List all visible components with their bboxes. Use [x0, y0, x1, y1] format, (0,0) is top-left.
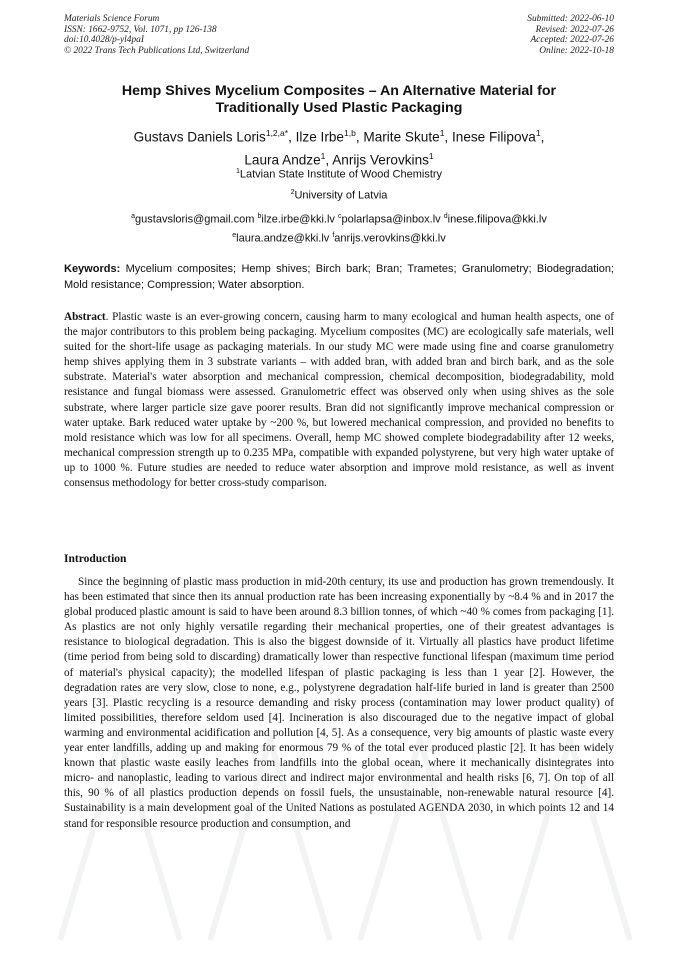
affiliation-2	[60, 189, 618, 202]
author-affil-sup: 1	[439, 128, 445, 138]
author-separator: ,	[355, 129, 364, 145]
author-affil-sup: 1	[320, 151, 326, 162]
author-list	[60, 124, 618, 170]
abstract-label: Abstract	[64, 311, 106, 323]
email-sup: d	[443, 213, 448, 220]
affiliation-text: University of Latvia	[294, 189, 388, 202]
submitted-date: Submitted: 2022-06-10	[527, 14, 614, 24]
paper-title	[80, 83, 598, 117]
revised-date: Revised: 2022-07-26	[535, 24, 614, 35]
author-separator: ,	[325, 152, 333, 168]
email-link[interactable]: inese.filipova@kki.lv	[447, 213, 547, 226]
introduction-paragraph: Since the beginning of plastic mass production in mid-20th century, its use and production has grown tremendously. It has been estimated that since then its annual production rate has been increasing exponentially by ~8.4 % and in 2017 the global produced plastic amount is said to have been around 8.3 billion tonnes, of which ~40 % comes from packaging [1]. As plastics are not only highly versatile regarding their mechanical properties, one of their greatest advantages is resistance to biological degradation. This is also the biggest downside of it. Virtually all plastics have product lifetime (time period from being sold to discarding) dramatically lower than respective functional lifespan (maximum time period of material's physical capacity); the modelled lifespan of plastic packaging is less than 1 year [2]. However, the degradation rates are very slow, close to none, e.g., polystyrene degradation half-life buried in land is greater than 2500 years [3]. Plastic recycling is a resource demanding and risky process (contamination may lower product quality) of limited possibilities, therefore seldom used [4]. Incineration is also discouraged due to the negative impact of global warming and environmental acidification and pollution [4, 5]. As a consequence, very big amounts of plastic waste every year enter landfills, adding up and making for enormous 79 % of the total ever produced plastic [2]. It has been widely known that plastic waste easily leaches from landfills into the global ocean, where it mechanically disintegrates into micro- and nanoplastic, leading to various direct and indirect major environmental and health risks [6, 7]. On top of all this, 90 % of all plastics production depends on fossil fuels, the unsustainable, non-renewable natural resource [4]. Sustainability is a main development goal of the United Nations as postulated AGENDA 2030, in which points 12 and 14 stand for responsible resource production and consumption, and	[64, 576, 614, 830]
email-link[interactable]: polarlapsa@inbox.lv	[341, 213, 441, 226]
author-line-1	[60, 124, 618, 147]
issn: ISSN: 1662-9752, Vol. 1071, pp 126-138	[64, 24, 217, 35]
title-line-1: Hemp Shives Mycelium Composites – An Alternative Material for	[121, 83, 557, 99]
email-sup: f	[332, 232, 335, 240]
introduction-heading: Introduction	[64, 553, 127, 565]
author-separator: ,	[444, 129, 452, 145]
title-line-2: Traditionally Used Plastic Packaging	[215, 100, 463, 116]
affiliation-1	[60, 168, 618, 181]
author-name: Inese Filipova	[451, 129, 536, 145]
author-name: Anrijs Verovkins	[332, 152, 429, 168]
author-emails	[60, 209, 618, 247]
copyright: © 2022 Trans Tech Publications Ltd, Switzerland	[64, 45, 250, 56]
email-line-2	[60, 228, 618, 247]
affiliation-sup: 2	[290, 189, 295, 196]
keywords	[64, 262, 614, 293]
affiliation-sup: 1	[235, 168, 240, 175]
email-line-1	[60, 209, 618, 228]
author-affil-sup: 1,2,a*	[265, 128, 289, 138]
email-link[interactable]: gustavsloris@gmail.com	[135, 213, 255, 226]
journal-name: Materials Science Forum	[64, 14, 160, 24]
author-line-2	[60, 147, 618, 170]
doi[interactable]: doi:10.4028/p-yl4paI	[64, 35, 144, 46]
email-sup: a	[131, 213, 136, 220]
keywords-label: Keywords:	[64, 263, 121, 275]
abstract-text: . Plastic waste is an ever-growing concern, causing harm to many ecological and human health aspects, one of the major contributors to this problem being packaging. Mycelium composites (MC) are ecologically safe materials, well suited for the short-life usage as packaging materials. In our study MC were made using fine and coarse granulometry hemp shives applying them in 3 substrate variants – with added bran, with added bran and birch bark, and as the sole substrate. Material's water absorption and mechanical compression, chemical decomposition, biodegradability, mold resistance and fungal biomass were assessed. Granulometric effect was observed only when using shives as the sole substrate, where larger particle size gave poorer results. Bran did not significantly improve mechanical compression or water uptake. Bark reduced water uptake by ~200 %, but lowered mechanical compression, and provided no benefits to mold resistance which was low for all specimens. Overall, hemp MC showed complete biodegradability after 12 weeks, mechanical compression strength up to 0.235 MPa, compatible with expanded polystyrene, but very high water uptake of up to 1000 %. Future studies are needed to reduce water absorption and improve mold resistance, as well as invent consensus methodology for better cross-study comparison.	[64, 311, 614, 490]
accepted-date: Accepted: 2022-07-26	[530, 35, 614, 46]
author-affil-sup: 1	[535, 128, 541, 138]
header-left	[64, 14, 249, 56]
email-sup: b	[257, 213, 262, 220]
email-link[interactable]: ilze.irbe@kki.lv	[261, 213, 335, 226]
header-right	[527, 14, 614, 56]
author-name: Marite Skute	[363, 129, 440, 145]
keywords-text: Mycelium composites; Hemp shives; Birch bark; Bran; Trametes; Granulometry; Biodegradation; Mold resistance; Compression; Water absorption.	[64, 263, 614, 291]
author-separator: ,	[288, 129, 296, 145]
author-affil-sup: 1,b	[343, 128, 356, 138]
author-affil-sup: 1	[428, 151, 434, 162]
email-link[interactable]: anrijs.verovkins@kki.lv	[334, 232, 446, 245]
author-name: Ilze Irbe	[295, 129, 344, 145]
journal-header	[64, 14, 614, 56]
affiliation-text: Latvian State Institute of Wood Chemistry	[239, 168, 443, 181]
author-separator: ,	[540, 129, 545, 145]
author-name: Gustavs Daniels Loris	[133, 129, 266, 145]
author-name: Laura Andze	[244, 152, 321, 168]
email-sup: e	[232, 232, 237, 240]
online-date: Online: 2022-10-18	[539, 45, 614, 56]
email-link[interactable]: laura.andze@kki.lv	[236, 232, 330, 245]
abstract	[64, 310, 614, 491]
email-sup: c	[337, 213, 342, 220]
